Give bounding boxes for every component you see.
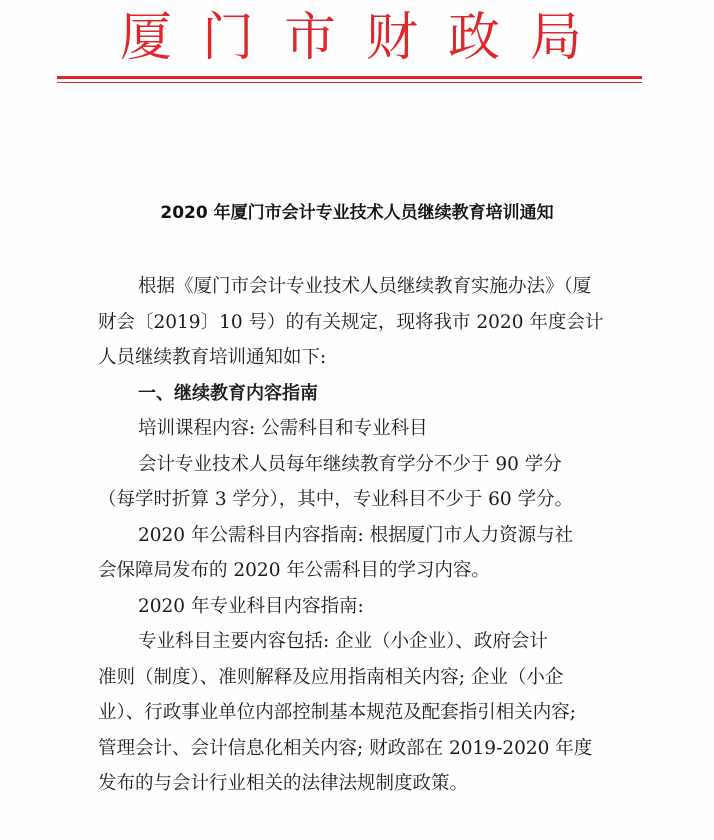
document-body — [98, 269, 608, 802]
letterhead-red-rule-thin — [57, 82, 642, 83]
paragraph-line: 准则（制度）、准则解释及应用指南相关内容; 企业（小企 — [98, 666, 564, 688]
paragraph-line: 人员继续教育培训通知如下: — [98, 347, 327, 368]
paragraph-line: 会计专业技术人员每年继续教育学分不少于 90 学分 — [138, 453, 562, 475]
paragraph-line: 业）、行政事业单位内部控制基本规范及配套指引相关内容; — [98, 702, 576, 723]
section-heading: 一、继续教育内容指南 — [138, 382, 318, 404]
letterhead-red-rule-thick — [57, 76, 642, 79]
paragraph-line: （每学时折算 3 学分），其中，专业科目不少于 60 学分。 — [98, 489, 574, 510]
paragraph-line: 管理会计、会计信息化相关内容; 财政部在 2019-2020 年度 — [98, 737, 593, 759]
document-title: 2020 年厦门市会计专业技术人员继续教育培训通知 — [160, 203, 554, 223]
paragraph-line: 财会〔2019〕10 号）的有关规定，现将我市 2020 年度会计 — [98, 311, 604, 333]
paragraph-line: 培训课程内容: 公需科目和专业科目 — [138, 418, 428, 439]
paragraph-line: 发布的与会计行业相关的法律法规制度政策。 — [98, 773, 469, 794]
paragraph-line: 专业科目主要内容包括: 企业（小企业）、政府会计 — [138, 631, 548, 652]
letterhead-org-name: 厦门市财政局 — [119, 8, 612, 68]
paragraph-line: 根据《厦门市会计专业技术人员继续教育实施办法》（厦 — [138, 276, 592, 297]
paragraph-line: 会保障局发布的 2020 年公需科目的学习内容。 — [98, 560, 490, 581]
paragraph-line: 2020 年公需科目内容指南: 根据厦门市人力资源与社 — [138, 524, 574, 546]
paragraph-line: 2020 年专业科目内容指南: — [138, 595, 364, 617]
